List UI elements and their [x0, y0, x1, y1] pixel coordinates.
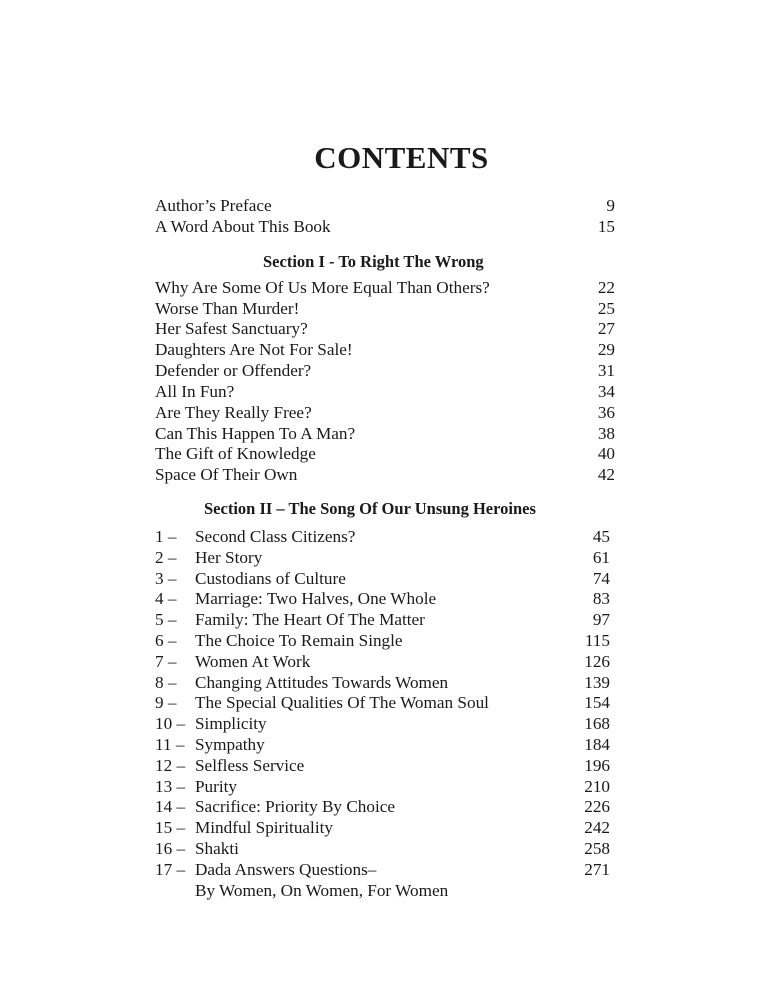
- toc-entry-page: 29: [597, 340, 615, 359]
- toc-entry-page: 61: [592, 548, 610, 567]
- toc-entry: [155, 838, 615, 859]
- toc-entry: [155, 464, 615, 485]
- toc-entry-title: All In Fun?: [155, 382, 235, 401]
- toc-entry-title: Second Class Citizens?: [195, 527, 356, 546]
- chapter-number: 16 –: [155, 839, 186, 858]
- toc-entry-page: 139: [584, 673, 610, 692]
- toc-entry-page: 40: [597, 444, 615, 463]
- toc-entry-title: Selfless Service: [195, 756, 305, 775]
- toc-entry-title: Custodians of Culture: [195, 569, 346, 588]
- toc-entry-page: 36: [597, 403, 615, 422]
- toc-entry-page: 34: [597, 382, 615, 401]
- toc-entry-page: 22: [597, 278, 615, 297]
- section-heading-text: Section I - To Right The Wrong: [263, 252, 484, 271]
- toc-entry: [155, 339, 615, 360]
- section-heading-text: Section II – The Song Of Our Unsung Heroines: [204, 499, 536, 518]
- toc-entry-page: 184: [584, 735, 610, 754]
- chapter-number: 9 –: [155, 693, 177, 712]
- toc-entry-title: Shakti: [195, 839, 239, 858]
- toc-entry-page: 126: [584, 652, 610, 671]
- toc-entry-page: 226: [584, 797, 610, 816]
- toc-entry: [155, 713, 615, 734]
- toc-entry-page: 74: [592, 569, 610, 588]
- chapter-number: 7 –: [155, 652, 177, 671]
- toc-entry-title: Sacrifice: Priority By Choice: [195, 797, 395, 816]
- toc-entry: [155, 651, 615, 672]
- toc-entry: [155, 568, 615, 589]
- toc-entry: [155, 609, 615, 630]
- toc-entry-page: 271: [584, 860, 610, 879]
- toc-entry-title: Worse Than Murder!: [155, 299, 300, 318]
- toc-entry-title: Her Story: [195, 548, 263, 567]
- toc-entry-title: The Gift of Knowledge: [155, 444, 316, 463]
- chapter-number: 14 –: [155, 797, 186, 816]
- toc-entry-title-continuation: By Women, On Women, For Women: [195, 881, 449, 900]
- toc-entry: [155, 318, 615, 339]
- toc-entry: [155, 402, 615, 423]
- toc-entry-title: Purity: [195, 777, 238, 796]
- toc-entry-title: Author’s Preface: [155, 196, 272, 215]
- chapter-number: 2 –: [155, 548, 177, 567]
- toc-entry: [155, 630, 615, 651]
- chapter-number: 12 –: [155, 756, 186, 775]
- toc-entry-title: The Choice To Remain Single: [195, 631, 403, 650]
- toc-entry-page: 154: [584, 693, 610, 712]
- toc-entry: [155, 195, 615, 216]
- toc-entry-title: Defender or Offender?: [155, 361, 312, 380]
- toc-entry: [155, 298, 615, 319]
- chapter-number: 4 –: [155, 589, 177, 608]
- toc-entry-page: 42: [597, 465, 615, 484]
- chapter-number: 8 –: [155, 673, 177, 692]
- chapter-number: 6 –: [155, 631, 177, 650]
- toc-entry-title: Are They Really Free?: [155, 403, 312, 422]
- toc-entry-title: Why Are Some Of Us More Equal Than Others?: [155, 278, 490, 297]
- chapter-number: 17 –: [155, 860, 186, 879]
- toc-entry-page: 258: [584, 839, 610, 858]
- toc-entry-title: Dada Answers Questions–: [195, 860, 377, 879]
- chapter-number: 3 –: [155, 569, 177, 588]
- toc-entry-title: The Special Qualities Of The Woman Soul: [195, 693, 489, 712]
- toc-entry: [155, 423, 615, 444]
- toc-entry-title: Space Of Their Own: [155, 465, 298, 484]
- toc-entry-page: 15: [597, 217, 615, 236]
- chapter-number: 10 –: [155, 714, 186, 733]
- toc-entry-page: 210: [584, 777, 610, 796]
- toc-entry-title: Women At Work: [195, 652, 311, 671]
- toc-entry-page: 196: [584, 756, 610, 775]
- toc-entry-page: 31: [597, 361, 615, 380]
- toc-entry-title: Her Safest Sanctuary?: [155, 319, 308, 338]
- toc-entry-title: Marriage: Two Halves, One Whole: [195, 589, 437, 608]
- toc-entry: [155, 734, 615, 755]
- toc-entry-page: 168: [584, 714, 610, 733]
- toc-entry: [155, 277, 615, 298]
- toc-entry: [155, 776, 615, 797]
- toc-entry: [155, 672, 615, 693]
- chapter-number: 15 –: [155, 818, 186, 837]
- toc-entry-title: Family: The Heart Of The Matter: [195, 610, 425, 629]
- toc-entry: [155, 526, 615, 547]
- toc-entry-title: Simplicity: [195, 714, 267, 733]
- toc-entry-page: 38: [597, 424, 615, 443]
- toc-entry-title: Daughters Are Not For Sale!: [155, 340, 353, 359]
- toc-entry-title: Changing Attitudes Towards Women: [195, 673, 449, 692]
- toc-entry-page: 115: [584, 631, 610, 650]
- toc-entry-page: 97: [592, 610, 610, 629]
- chapter-number: 11 –: [155, 735, 185, 754]
- toc-entry: [155, 859, 615, 880]
- toc-entry: [155, 755, 615, 776]
- toc-entry-page: 9: [606, 196, 615, 215]
- toc-entry: [155, 360, 615, 381]
- toc-entry: [155, 817, 615, 838]
- toc-entry: [155, 588, 615, 609]
- toc-entry-page: 83: [592, 589, 610, 608]
- toc-entry-title: Mindful Spirituality: [195, 818, 333, 837]
- chapter-number: 1 –: [155, 527, 177, 546]
- toc-entry-title: Can This Happen To A Man?: [155, 424, 356, 443]
- toc-entry-page: 27: [597, 319, 615, 338]
- toc-entry: [155, 443, 615, 464]
- toc-entry-title: Sympathy: [195, 735, 265, 754]
- chapter-number: 13 –: [155, 777, 186, 796]
- chapter-number: 5 –: [155, 610, 177, 629]
- toc-entry-page: 242: [584, 818, 610, 837]
- toc-entry-title: A Word About This Book: [155, 217, 331, 236]
- toc-entry-page: 25: [597, 299, 615, 318]
- page-title: CONTENTS: [314, 140, 489, 175]
- toc-entry: [155, 796, 615, 817]
- toc-entry: [155, 547, 615, 568]
- toc-entry: [155, 381, 615, 402]
- toc-entry: [155, 216, 615, 237]
- toc-entry-page: 45: [592, 527, 610, 546]
- toc-entry: [155, 692, 615, 713]
